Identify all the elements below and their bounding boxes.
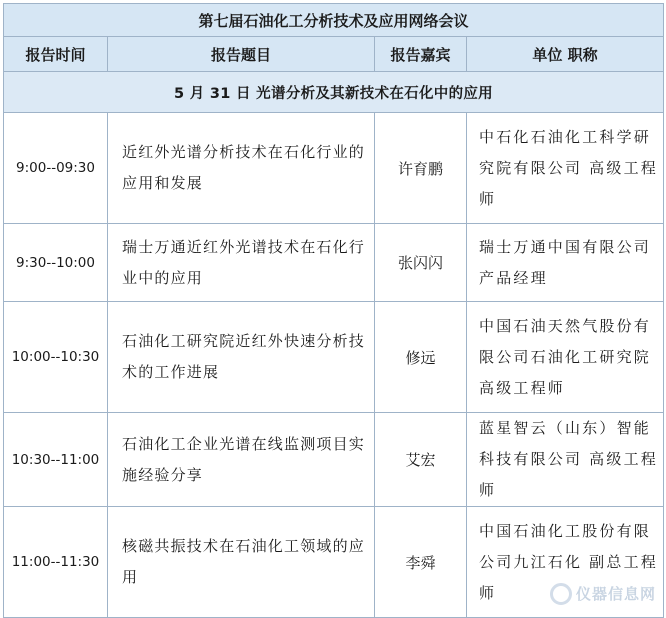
row-org: 中石化石油化工科学研究院有限公司 高级工程师 bbox=[467, 113, 664, 224]
row-org: 蓝星智云（山东）智能科技有限公司 高级工程师 bbox=[467, 413, 664, 507]
row-topic: 近红外光谱分析技术在石化行业的应用和发展 bbox=[108, 113, 375, 224]
header-org: 单位 职称 bbox=[467, 37, 664, 72]
watermark bbox=[550, 583, 656, 606]
watermark-logo-icon bbox=[550, 583, 572, 605]
row-org: 瑞士万通中国有限公司 产品经理 bbox=[467, 224, 664, 302]
table-row bbox=[4, 113, 664, 224]
row-topic: 核磁共振技术在石油化工领域的应用 bbox=[108, 507, 375, 618]
row-time: 10:00--10:30 bbox=[4, 302, 108, 413]
watermark-text: 仪器信息网 bbox=[575, 584, 656, 603]
column-header-row bbox=[4, 37, 664, 72]
table-title-row bbox=[4, 4, 664, 37]
table-row bbox=[4, 302, 664, 413]
row-speaker: 艾宏 bbox=[375, 413, 467, 507]
header-speaker: 报告嘉宾 bbox=[375, 37, 467, 72]
day-section-header: 5 月 31 日 光谱分析及其新技术在石化中的应用 bbox=[4, 72, 664, 113]
row-time: 10:30--11:00 bbox=[4, 413, 108, 507]
day-section-row bbox=[4, 72, 664, 113]
table-row bbox=[4, 224, 664, 302]
row-time: 9:30--10:00 bbox=[4, 224, 108, 302]
row-speaker: 张闪闪 bbox=[375, 224, 467, 302]
row-speaker: 许育鹏 bbox=[375, 113, 467, 224]
table-row bbox=[4, 413, 664, 507]
row-topic: 石油化工研究院近红外快速分析技术的工作进展 bbox=[108, 302, 375, 413]
row-org: 中国石油化工股份有限公司九江石化 副总工程师 bbox=[467, 507, 664, 618]
row-speaker: 修远 bbox=[375, 302, 467, 413]
row-time: 11:00--11:30 bbox=[4, 507, 108, 618]
schedule-table bbox=[3, 3, 664, 618]
table-title: 第七届石油化工分析技术及应用网络会议 bbox=[4, 4, 664, 37]
row-time: 9:00--09:30 bbox=[4, 113, 108, 224]
header-time: 报告时间 bbox=[4, 37, 108, 72]
row-topic: 石油化工企业光谱在线监测项目实施经验分享 bbox=[108, 413, 375, 507]
header-topic: 报告题目 bbox=[108, 37, 375, 72]
row-topic: 瑞士万通近红外光谱技术在石化行业中的应用 bbox=[108, 224, 375, 302]
row-org: 中国石油天然气股份有限公司石油化工研究院 高级工程师 bbox=[467, 302, 664, 413]
row-speaker: 李舜 bbox=[375, 507, 467, 618]
